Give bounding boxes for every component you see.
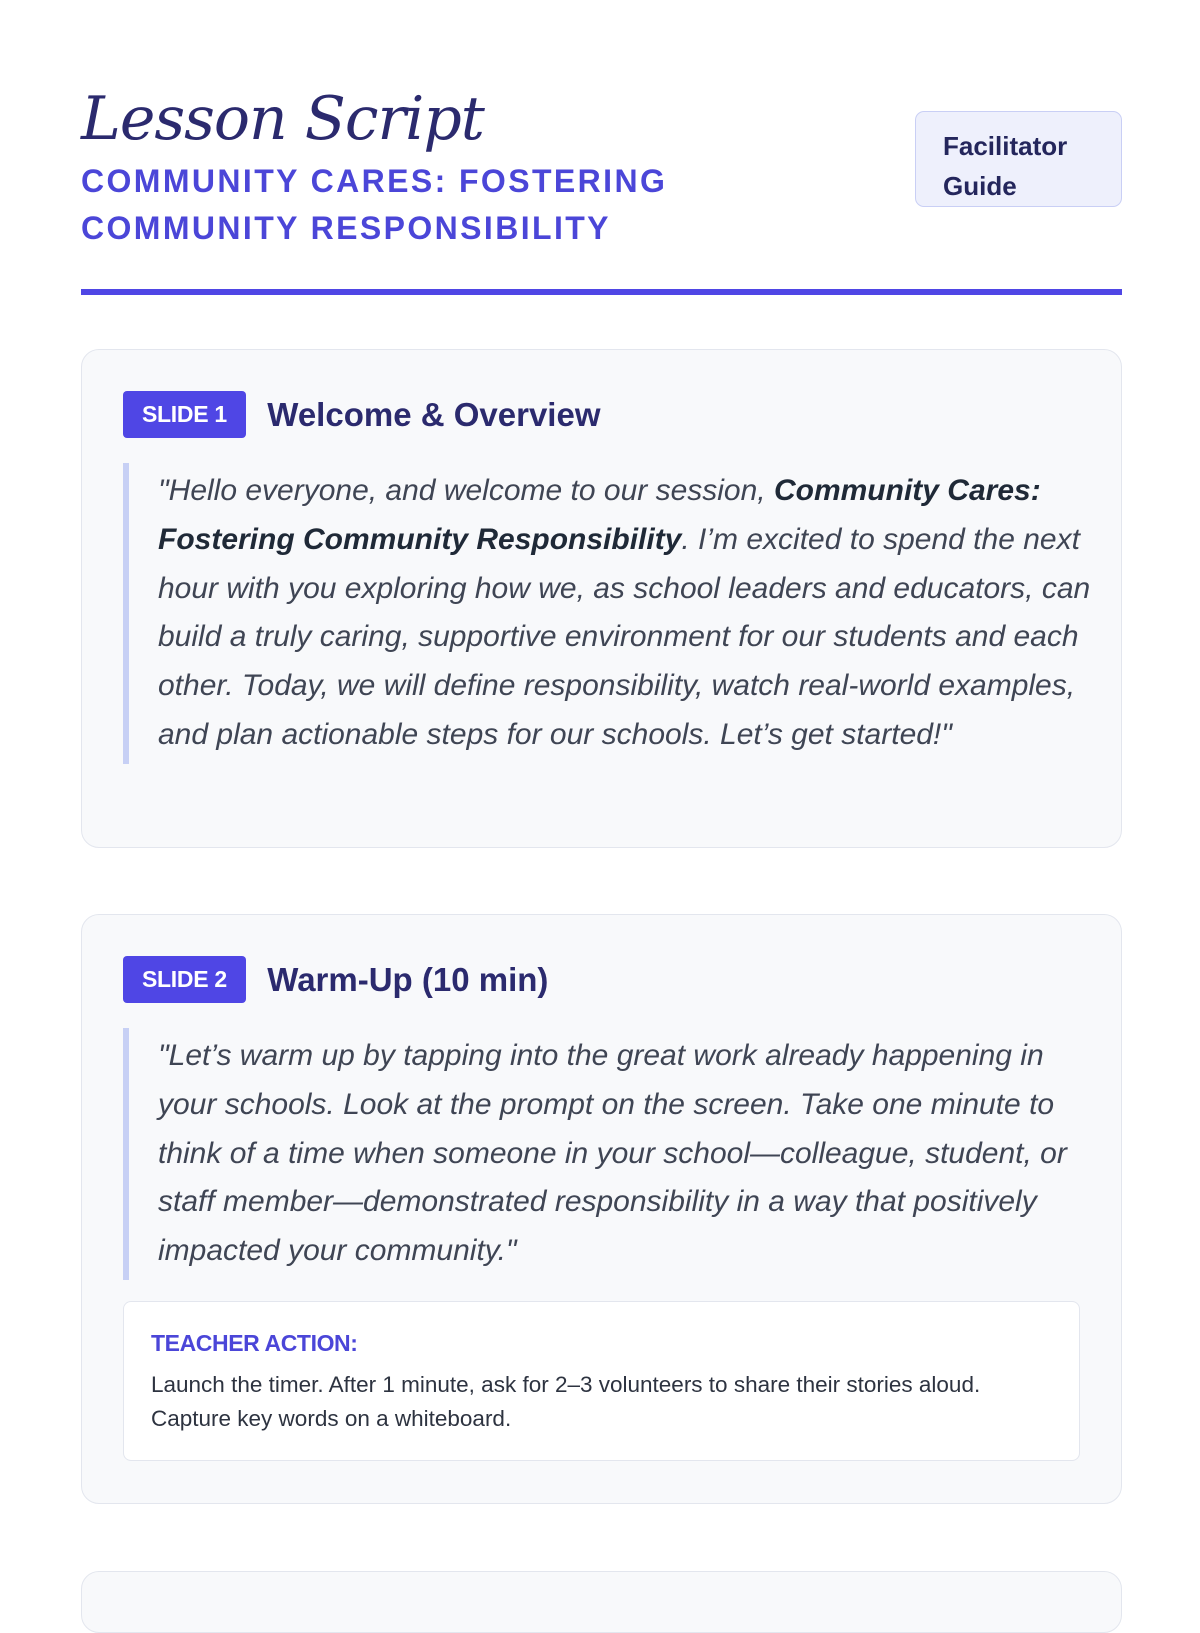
quote-text-end: . I’m excited to spend the next hour with you exploring how we, as school leaders and educators, can build a truly caring, supportive environment for our students and each other. Today, we will define responsibility, watch real-world examples, and plan actionable steps for our schools. Let’s get started!" xyxy=(158,522,1091,751)
slide-card-3 xyxy=(81,1571,1122,1633)
quote-session-name: Community Cares: Fostering Community Responsibility xyxy=(158,474,1041,556)
slide-number-badge: SLIDE 1 xyxy=(123,391,246,438)
teacher-action-box xyxy=(123,1301,1080,1461)
lesson-subtitle: COMMUNITY CARES: FOSTERING COMMUNITY RESPONSIBILITY xyxy=(81,163,668,246)
header-divider xyxy=(81,289,1122,295)
script-quote: "Let’s warm up by tapping into the great work already happening in your schools. Look at the prompt on the screen. Take one minute to think of a time when someone in your school—colleague, student, or staff member—demonstrated responsibility in a way that positively impacted your community." xyxy=(123,1028,1108,1280)
slide-header xyxy=(123,956,548,1004)
lesson-script-page xyxy=(81,0,1122,1431)
script-quote xyxy=(123,463,1108,764)
slide-number-badge: SLIDE 2 xyxy=(123,956,246,1003)
teacher-action-label: TEACHER ACTION: xyxy=(151,1330,358,1356)
slide-header xyxy=(123,391,601,439)
slide-card-1 xyxy=(81,349,1122,848)
slide-card-2 xyxy=(81,914,1122,1504)
page-title: Lesson Script xyxy=(81,84,484,154)
slide-title: Warm-Up (10 min) xyxy=(267,960,549,998)
document-header xyxy=(81,0,1122,300)
quote-text-start: "Hello everyone, and welcome to our session, xyxy=(158,474,774,507)
facilitator-guide-badge: Facilitator Guide xyxy=(915,111,1122,207)
slide-title: Welcome & Overview xyxy=(267,395,601,433)
teacher-action-text: Launch the timer. After 1 minute, ask for 2–3 volunteers to share their stories aloud. Capture key words on a whiteboard. xyxy=(151,1372,981,1431)
